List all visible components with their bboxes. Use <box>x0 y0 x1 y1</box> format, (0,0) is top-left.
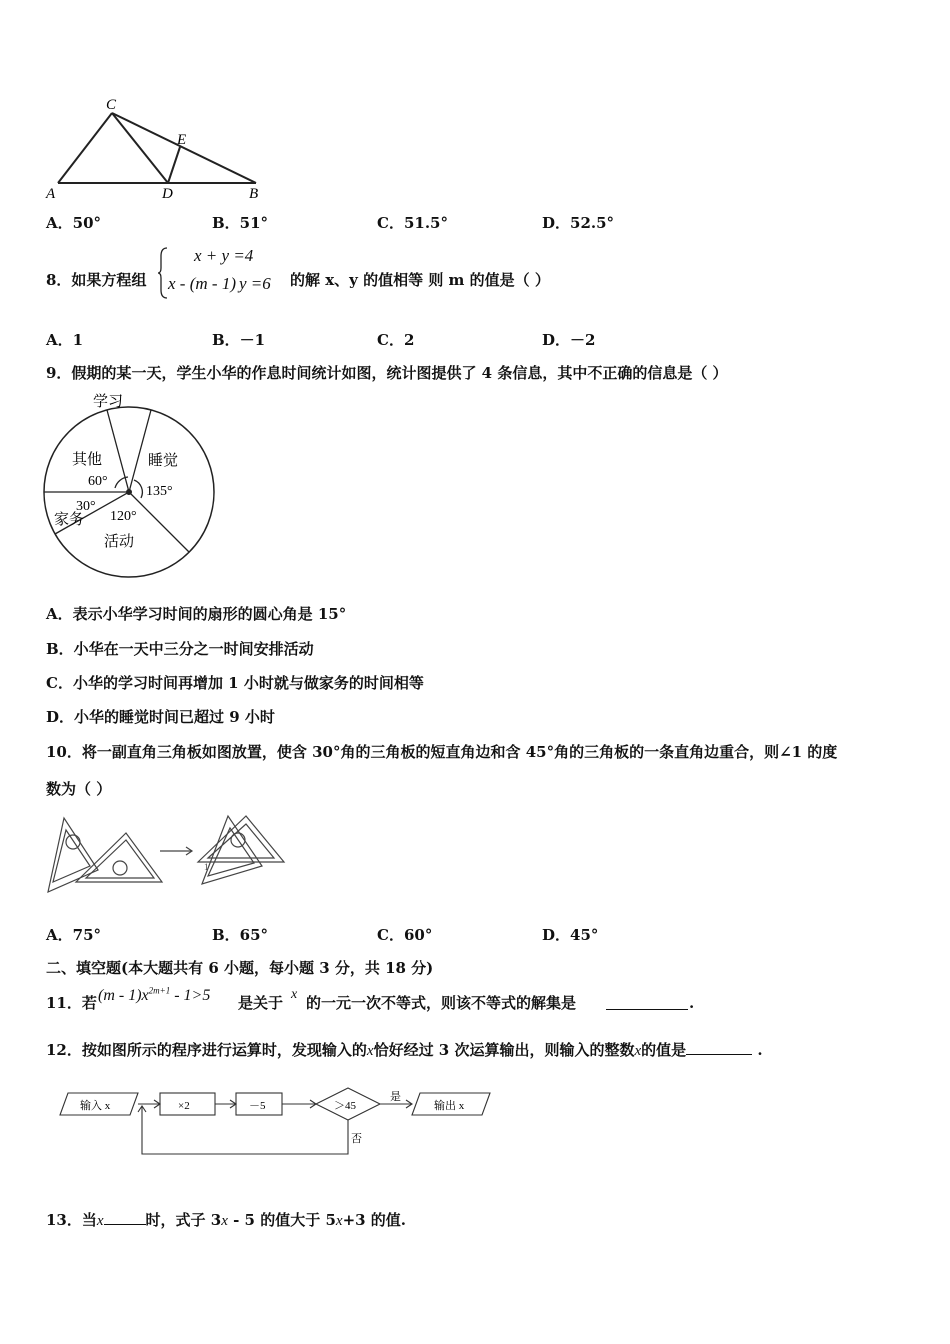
q10-option-a[interactable]: A．75° <box>46 926 102 944</box>
label-D: D <box>162 186 173 202</box>
q9-option-b[interactable]: B．小华在一天中三分之一时间安排活动 <box>46 640 314 658</box>
q8-equation-2: x - (m - 1) y =6 <box>168 274 271 293</box>
q11-end: . <box>689 994 695 1012</box>
q11-expression: $(m - 1)x^{2m+1} - 1>5$ <box>98 985 211 1004</box>
label-E: E <box>177 132 187 148</box>
pie-angle-30: 30° <box>76 499 96 514</box>
flow-no: 否 <box>351 1133 362 1145</box>
q12-flowchart <box>50 1082 500 1162</box>
q8-equation-1: x + y =4 <box>194 246 254 265</box>
flow-yes: 是 <box>390 1091 401 1103</box>
q7-option-d[interactable]: D．52.5° <box>542 214 615 232</box>
q10-option-b[interactable]: B．65° <box>212 926 269 944</box>
flow-input: 输入 x <box>80 1100 111 1112</box>
pie-label-chores: 家务 <box>54 512 85 528</box>
q9-pie-chart <box>40 388 220 583</box>
pie-angle-120: 120° <box>110 509 137 524</box>
q9-option-a[interactable]: A．表示小华学习时间的扇形的圆心角是 15° <box>46 605 347 623</box>
q11-mid: 是关于 <box>238 994 284 1012</box>
label-C: C <box>106 97 117 113</box>
label-B: B <box>249 186 259 202</box>
q13-answer-blank[interactable] <box>104 1210 146 1225</box>
q11-suffix: 的一元一次不等式，则该不等式的解集是 <box>306 994 577 1012</box>
q12-answer-blank[interactable] <box>686 1040 752 1055</box>
q9-stem: 9．假期的某一天，学生小华的作息时间统计如图，统计图提供了 4 条信息，其中不正确的信息是（ ） <box>46 364 728 382</box>
q7-option-b[interactable]: B．51° <box>212 214 269 232</box>
pie-angle-60: 60° <box>88 474 108 489</box>
q11-var: x <box>291 987 298 1002</box>
flow-output: 输出 x <box>434 1100 465 1112</box>
q7-triangle-figure <box>40 95 270 205</box>
q9-option-c[interactable]: C．小华的学习时间再增加 1 小时就与做家务的时间相等 <box>46 674 424 692</box>
q10-option-d[interactable]: D．45° <box>542 926 599 944</box>
q10-stem-line2: 数为（ ） <box>46 780 112 798</box>
pie-label-study: 学习 <box>93 394 124 410</box>
section-2-title: 二、填空题(本大题共有 6 小题，每小题 3 分，共 18 分) <box>46 959 434 977</box>
pie-angle-135: 135° <box>146 484 173 499</box>
label-A: A <box>46 186 56 202</box>
q9-option-d[interactable]: D．小华的睡觉时间已超过 9 小时 <box>46 708 275 726</box>
q7-option-a[interactable]: A．50° <box>46 214 102 232</box>
q8-option-d[interactable]: D．－2 <box>542 331 596 349</box>
q8-option-a[interactable]: A．1 <box>46 331 84 349</box>
pie-label-activity: 活动 <box>104 534 135 550</box>
q10-set-squares-figure <box>40 808 295 900</box>
q8-number: 8．如果方程组 <box>46 271 147 289</box>
flow-condition: ＞45 <box>334 1100 356 1112</box>
q12-stem: 12．按如图所示的程序进行运算时，发现输入的x恰好经过 3 次运算输出，则输入的整数x的值是 . <box>46 1041 763 1059</box>
pie-label-sleep: 睡觉 <box>148 453 179 469</box>
pie-label-other: 其他 <box>72 452 103 468</box>
q10-option-c[interactable]: C．60° <box>377 926 433 944</box>
flow-minus5: －5 <box>249 1100 266 1112</box>
q7-option-c[interactable]: C．51.5° <box>377 214 448 232</box>
q10-angle-label: 1 <box>204 862 209 872</box>
q11-answer-blank[interactable] <box>606 995 688 1014</box>
flow-times2: ×2 <box>178 1100 190 1112</box>
q8-option-c[interactable]: C．2 <box>377 331 415 349</box>
q10-stem-line1: 10．将一副直角三角板如图放置，使含 30°角的三角板的短直角边和含 45°角的三角板的一条直角边重合，则∠1 的度 <box>46 743 838 761</box>
q11-prefix: 11．若 <box>46 994 97 1012</box>
q8-option-b[interactable]: B．－1 <box>212 331 266 349</box>
q8-suffix: 的解 x、y 的值相等 则 m 的值是（ ） <box>290 271 550 289</box>
q13-stem: 13．当x 时，式子 3x - 5 的值大于 5x+3 的值. <box>46 1211 407 1229</box>
